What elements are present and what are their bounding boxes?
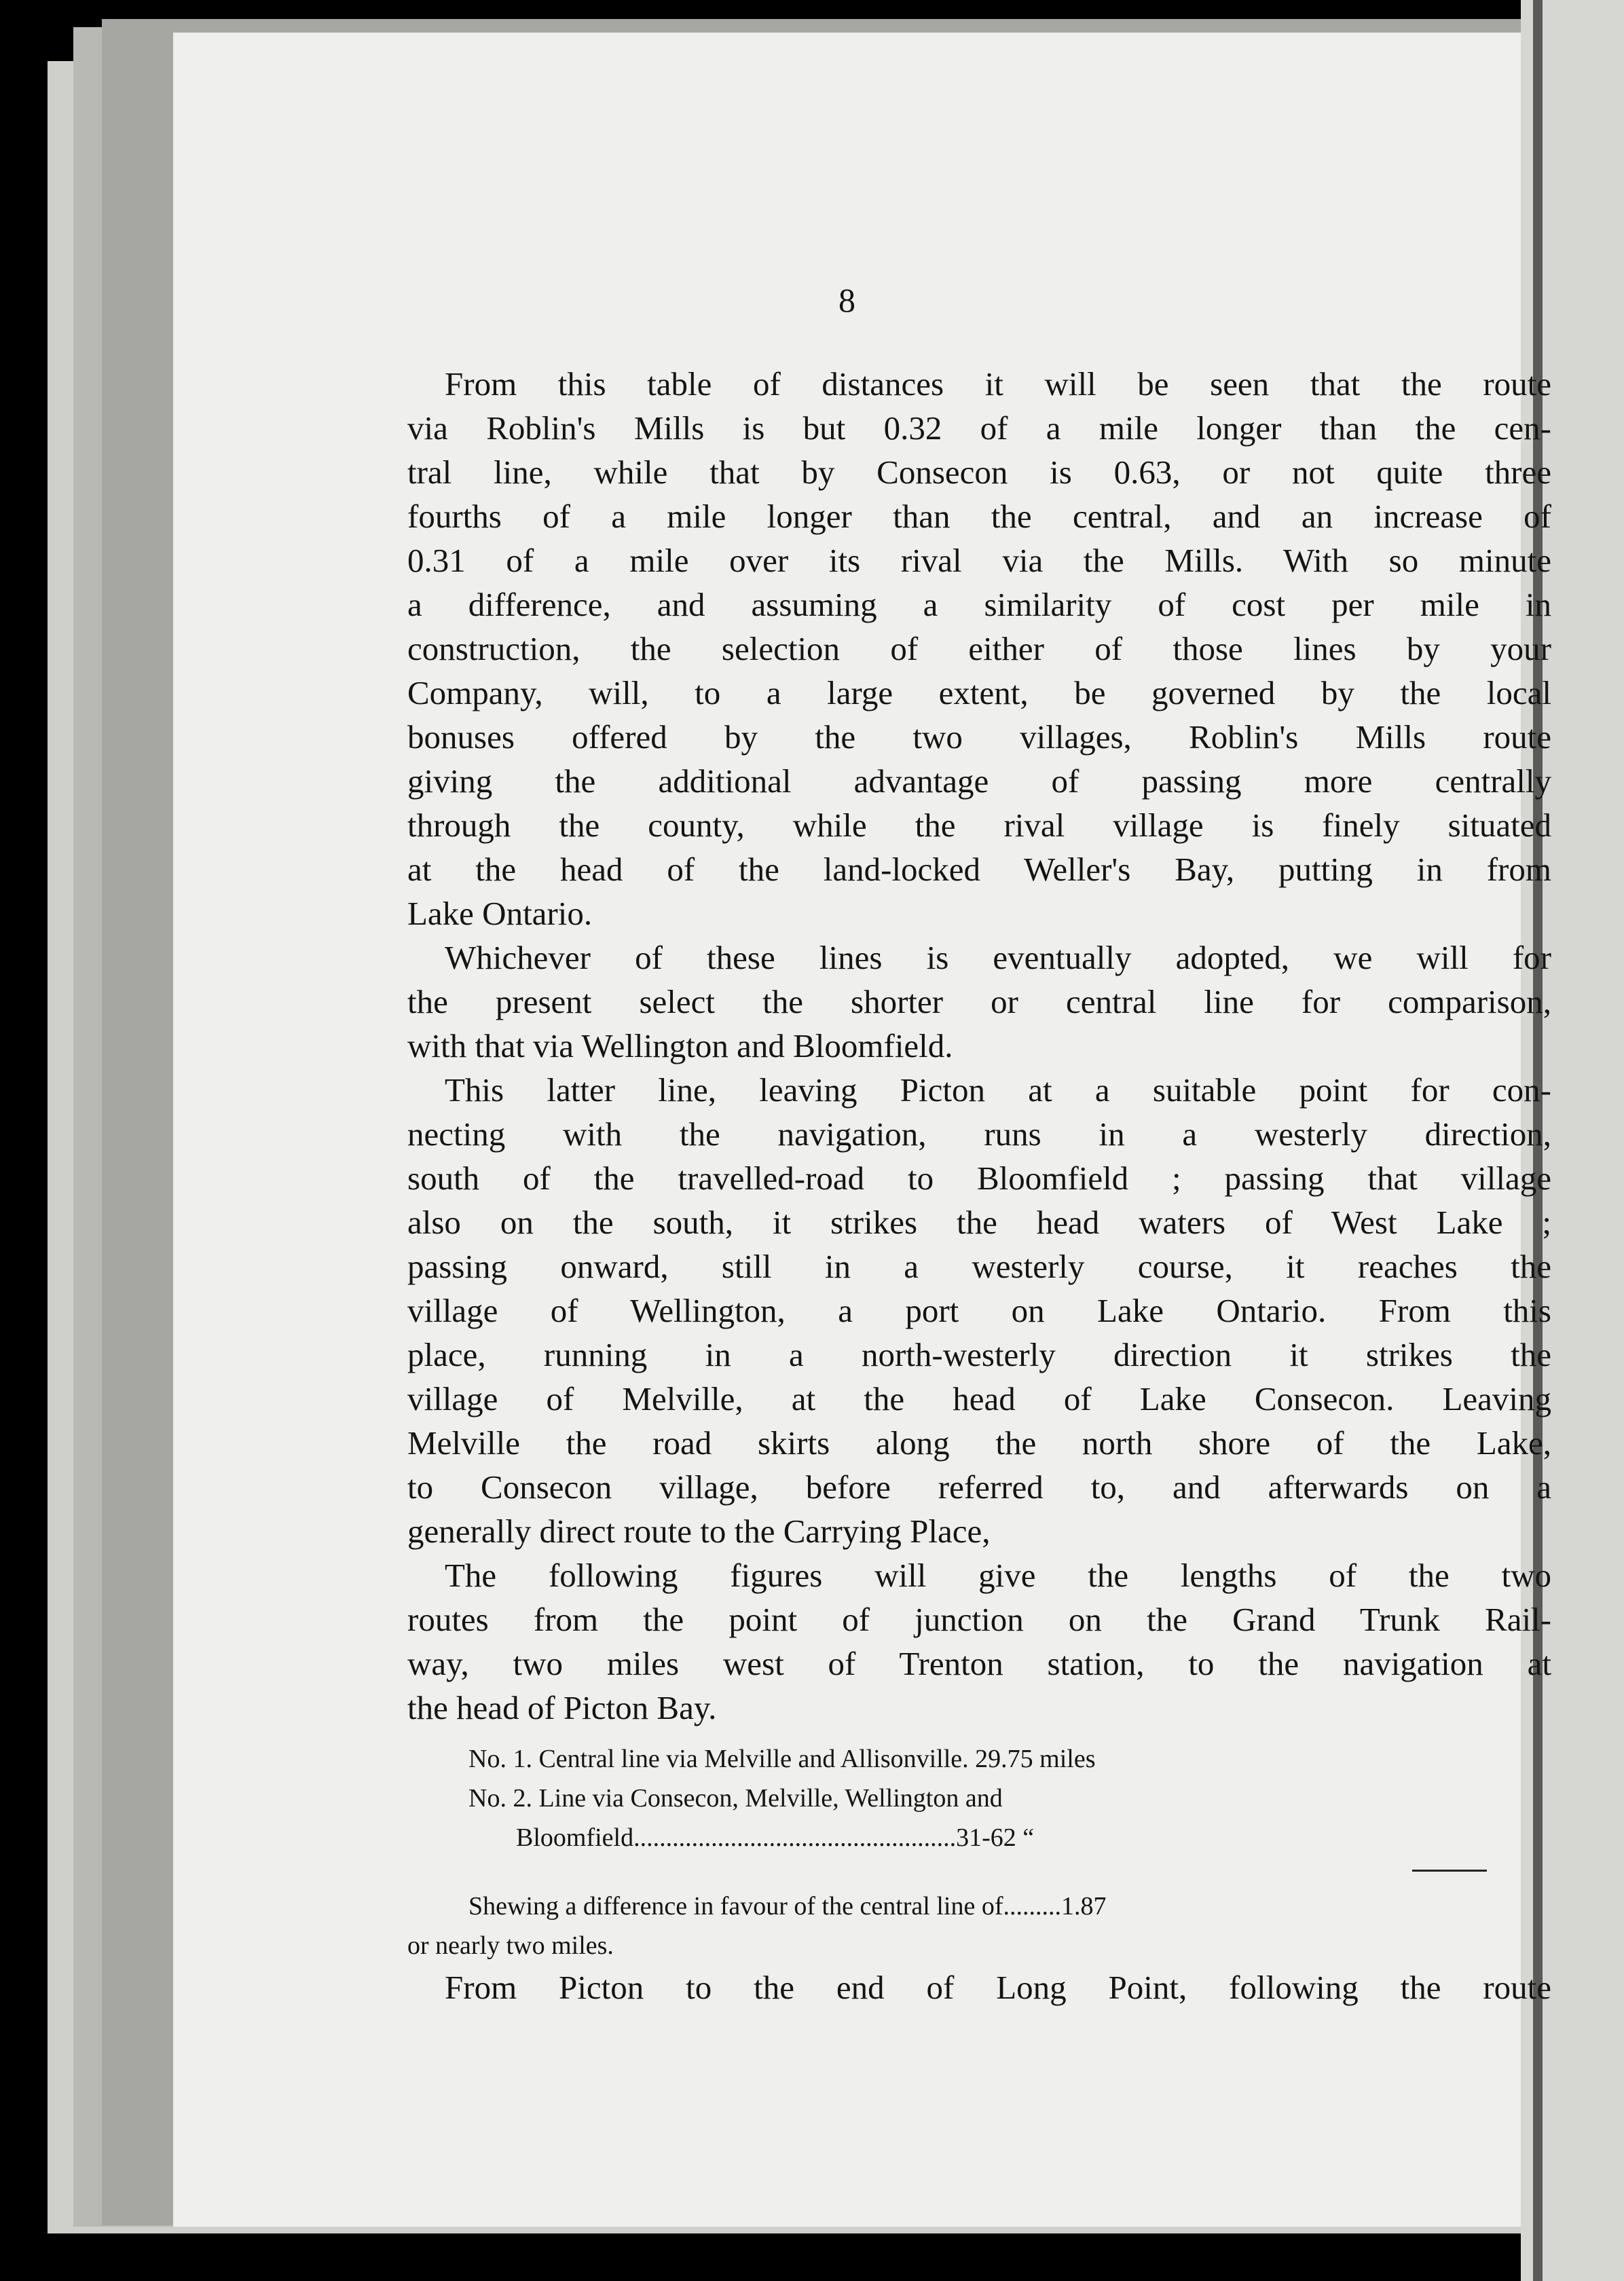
text-line: 0.31 of a mile over its rival via the Mills. With so minute [407,542,1551,579]
text-line: Melville the road skirts along the north shore of the Lake, [407,1424,1551,1462]
spacer [407,1730,1551,1739]
text-line: generally direct route to the Carrying Place, [407,1513,991,1550]
text-line: routes from the point of junction on the Grand Trunk Rail- [407,1601,1551,1638]
page-number: 8 [838,281,855,319]
text-line: The following figures will give the lengths of the two [445,1557,1551,1594]
sum-rule [1412,1870,1487,1872]
text-line: place, running in a north-westerly direction it strikes the [407,1336,1551,1373]
text-line: Whichever of these lines is eventually adopted, we will for [445,939,1551,976]
text-line: necting with the navigation, runs in a westerly direction, [407,1115,1551,1153]
distance-table-row-2: No. 2. Line via Consecon, Melville, Wellington and [468,1784,1003,1813]
text-line: south of the travelled-road to Bloomfield ; passing that village [407,1160,1551,1197]
difference-line: Shewing a difference in favour of the central line of.........1.87 [468,1892,1107,1921]
text-line: Lake Ontario. [407,895,593,932]
text-line: From this table of distances it will be seen that the route [445,365,1551,403]
text-line: Company, will, to a large extent, be governed by the local [407,674,1551,711]
distance-table-row-1: No. 1. Central line via Melville and Allisonville. 29.75 miles [468,1745,1096,1773]
text-line: the present select the shorter or central line for comparison, [407,983,1551,1020]
text-line: giving the additional advantage of passing more centrally [407,762,1551,800]
document-page [173,33,1551,2227]
text-line: This latter line, leaving Picton at a suitable point for con- [445,1071,1551,1109]
text-line: fourths of a mile longer than the central, and an increase of [407,498,1551,535]
text-line: village of Wellington, a port on Lake Ontario. From this [407,1292,1551,1329]
text-line: bonuses offered by the two villages, Roblin's Mills route [407,718,1551,756]
text-line: to Consecon village, before referred to, and afterwards on a [407,1468,1551,1506]
text-line: construction, the selection of either of those lines by your [407,630,1551,667]
text-line: with that via Wellington and Bloomfield. [407,1027,953,1064]
text-line: through the county, while the rival village is finely situated [407,806,1551,844]
text-line: also on the south, it strikes the head waters of West Lake ; [407,1204,1551,1241]
distance-table-row-2-continued: Bloomfield..................................................31-62 “ [516,1823,1035,1852]
text-line: tral line, while that by Consecon is 0.63, or not quite three [407,453,1551,491]
text-line: via Roblin's Mills is but 0.32 of a mile longer than the cen- [407,409,1551,447]
text-line: the head of Picton Bay. [407,1689,717,1726]
text-line: village of Melville, at the head of Lake Consecon. Leaving [407,1380,1551,1417]
text-line: at the head of the land-locked Weller's Bay, putting in from [407,851,1551,888]
text-line: passing onward, still in a westerly course, it reaches the [407,1248,1551,1285]
text-line: From Picton to the end of Long Point, following the route [445,1969,1551,2006]
difference-note: or nearly two miles. [407,1931,614,1960]
page-body [407,362,1551,2009]
text-line: a difference, and assuming a similarity of cost per mile in [407,586,1551,623]
text-line: way, two miles west of Trenton station, to the navigation at [407,1645,1551,1682]
